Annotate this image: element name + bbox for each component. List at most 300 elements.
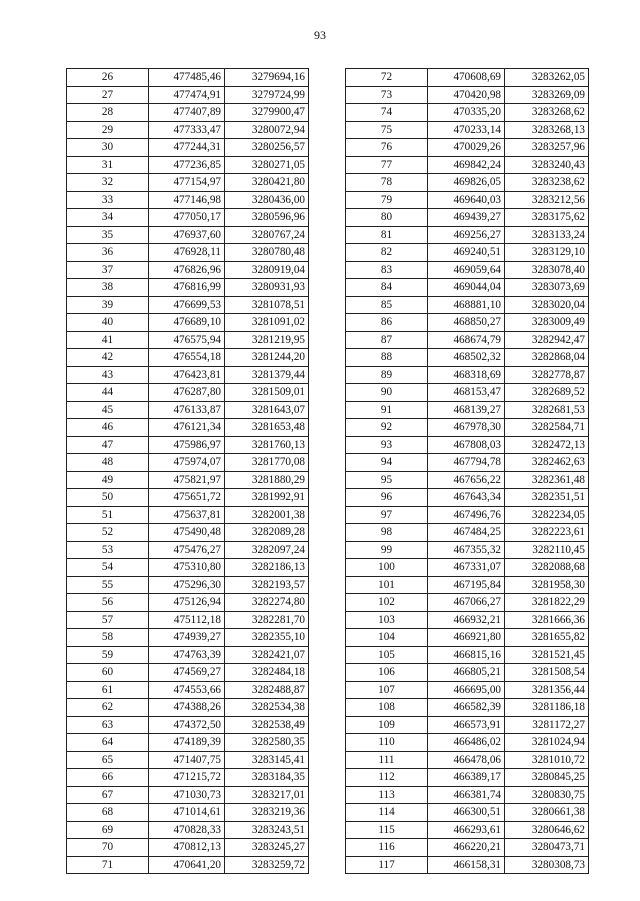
point-number-cell: 110 <box>346 734 428 752</box>
y-coordinate-cell: 3282462,63 <box>505 454 589 472</box>
y-coordinate-cell: 3282868,04 <box>505 349 589 367</box>
table-row <box>67 331 309 349</box>
table-row <box>67 384 309 402</box>
point-number-cell: 103 <box>346 611 428 629</box>
table-row <box>346 611 589 629</box>
table-row <box>67 401 309 419</box>
coordinates-table-left-body <box>67 69 309 874</box>
x-coordinate-cell: 477333,47 <box>149 121 225 139</box>
table-row <box>346 629 589 647</box>
x-coordinate-cell: 466932,21 <box>428 611 505 629</box>
point-number-cell: 38 <box>67 279 149 297</box>
point-number-cell: 76 <box>346 139 428 157</box>
point-number-cell: 80 <box>346 209 428 227</box>
y-coordinate-cell: 3280780,48 <box>225 244 309 262</box>
y-coordinate-cell: 3282186,13 <box>225 559 309 577</box>
y-coordinate-cell: 3282421,07 <box>225 646 309 664</box>
table-row <box>346 156 589 174</box>
y-coordinate-cell: 3279724,99 <box>225 86 309 104</box>
x-coordinate-cell: 466815,16 <box>428 646 505 664</box>
y-coordinate-cell: 3283243,51 <box>225 821 309 839</box>
x-coordinate-cell: 468318,69 <box>428 366 505 384</box>
x-coordinate-cell: 474569,27 <box>149 664 225 682</box>
y-coordinate-cell: 3281655,82 <box>505 629 589 647</box>
y-coordinate-cell: 3282274,80 <box>225 594 309 612</box>
point-number-cell: 116 <box>346 839 428 857</box>
y-coordinate-cell: 3282538,49 <box>225 716 309 734</box>
point-number-cell: 57 <box>67 611 149 629</box>
x-coordinate-cell: 470420,98 <box>428 86 505 104</box>
point-number-cell: 56 <box>67 594 149 612</box>
x-coordinate-cell: 475112,18 <box>149 611 225 629</box>
y-coordinate-cell: 3281024,94 <box>505 734 589 752</box>
table-row <box>346 559 589 577</box>
table-row <box>346 86 589 104</box>
table-row <box>346 804 589 822</box>
x-coordinate-cell: 467484,25 <box>428 524 505 542</box>
table-row <box>67 244 309 262</box>
y-coordinate-cell: 3281958,30 <box>505 576 589 594</box>
table-row <box>67 716 309 734</box>
x-coordinate-cell: 476133,87 <box>149 401 225 419</box>
table-row <box>346 226 589 244</box>
point-number-cell: 115 <box>346 821 428 839</box>
table-row <box>67 209 309 227</box>
y-coordinate-cell: 3283259,72 <box>225 856 309 874</box>
point-number-cell: 66 <box>67 769 149 787</box>
x-coordinate-cell: 469240,51 <box>428 244 505 262</box>
table-row <box>346 506 589 524</box>
table-row <box>67 139 309 157</box>
coordinates-table-right <box>345 68 589 874</box>
y-coordinate-cell: 3280767,24 <box>225 226 309 244</box>
point-number-cell: 99 <box>346 541 428 559</box>
x-coordinate-cell: 467643,34 <box>428 489 505 507</box>
y-coordinate-cell: 3281186,18 <box>505 699 589 717</box>
table-row <box>346 471 589 489</box>
point-number-cell: 72 <box>346 69 428 87</box>
x-coordinate-cell: 468850,27 <box>428 314 505 332</box>
point-number-cell: 54 <box>67 559 149 577</box>
x-coordinate-cell: 466478,06 <box>428 751 505 769</box>
y-coordinate-cell: 3281880,29 <box>225 471 309 489</box>
y-coordinate-cell: 3280646,62 <box>505 821 589 839</box>
x-coordinate-cell: 470233,14 <box>428 121 505 139</box>
table-row <box>346 121 589 139</box>
x-coordinate-cell: 469842,24 <box>428 156 505 174</box>
y-coordinate-cell: 3283269,09 <box>505 86 589 104</box>
point-number-cell: 107 <box>346 681 428 699</box>
x-coordinate-cell: 476287,80 <box>149 384 225 402</box>
y-coordinate-cell: 3280271,05 <box>225 156 309 174</box>
y-coordinate-cell: 3281172,27 <box>505 716 589 734</box>
point-number-cell: 95 <box>346 471 428 489</box>
point-number-cell: 109 <box>346 716 428 734</box>
point-number-cell: 102 <box>346 594 428 612</box>
point-number-cell: 32 <box>67 174 149 192</box>
x-coordinate-cell: 468881,10 <box>428 296 505 314</box>
point-number-cell: 96 <box>346 489 428 507</box>
x-coordinate-cell: 476937,60 <box>149 226 225 244</box>
table-row <box>67 594 309 612</box>
table-row <box>67 489 309 507</box>
point-number-cell: 41 <box>67 331 149 349</box>
y-coordinate-cell: 3282097,24 <box>225 541 309 559</box>
x-coordinate-cell: 477236,85 <box>149 156 225 174</box>
y-coordinate-cell: 3283240,43 <box>505 156 589 174</box>
y-coordinate-cell: 3281379,44 <box>225 366 309 384</box>
y-coordinate-cell: 3280072,94 <box>225 121 309 139</box>
table-row <box>346 699 589 717</box>
y-coordinate-cell: 3282942,47 <box>505 331 589 349</box>
point-number-cell: 39 <box>67 296 149 314</box>
y-coordinate-cell: 3283262,05 <box>505 69 589 87</box>
x-coordinate-cell: 466300,51 <box>428 804 505 822</box>
y-coordinate-cell: 3282088,68 <box>505 559 589 577</box>
x-coordinate-cell: 469826,05 <box>428 174 505 192</box>
table-row <box>67 699 309 717</box>
point-number-cell: 79 <box>346 191 428 209</box>
table-row <box>346 734 589 752</box>
x-coordinate-cell: 475651,72 <box>149 489 225 507</box>
table-row <box>67 629 309 647</box>
x-coordinate-cell: 475310,80 <box>149 559 225 577</box>
point-number-cell: 36 <box>67 244 149 262</box>
x-coordinate-cell: 466695,00 <box>428 681 505 699</box>
table-row <box>67 646 309 664</box>
y-coordinate-cell: 3283009,49 <box>505 314 589 332</box>
y-coordinate-cell: 3281643,07 <box>225 401 309 419</box>
x-coordinate-cell: 475476,27 <box>149 541 225 559</box>
point-number-cell: 64 <box>67 734 149 752</box>
table-row <box>67 226 309 244</box>
x-coordinate-cell: 475296,30 <box>149 576 225 594</box>
x-coordinate-cell: 476121,34 <box>149 419 225 437</box>
table-row <box>67 786 309 804</box>
table-row <box>67 524 309 542</box>
table-row <box>67 436 309 454</box>
y-coordinate-cell: 3282488,87 <box>225 681 309 699</box>
y-coordinate-cell: 3280919,04 <box>225 261 309 279</box>
table-row <box>67 156 309 174</box>
x-coordinate-cell: 467794,78 <box>428 454 505 472</box>
table-row <box>67 681 309 699</box>
point-number-cell: 111 <box>346 751 428 769</box>
x-coordinate-cell: 471014,61 <box>149 804 225 822</box>
point-number-cell: 77 <box>346 156 428 174</box>
y-coordinate-cell: 3280661,38 <box>505 804 589 822</box>
table-row <box>346 384 589 402</box>
y-coordinate-cell: 3281653,48 <box>225 419 309 437</box>
y-coordinate-cell: 3279900,47 <box>225 104 309 122</box>
table-row <box>346 821 589 839</box>
y-coordinate-cell: 3282223,61 <box>505 524 589 542</box>
x-coordinate-cell: 474553,66 <box>149 681 225 699</box>
y-coordinate-cell: 3282580,35 <box>225 734 309 752</box>
y-coordinate-cell: 3282484,18 <box>225 664 309 682</box>
x-coordinate-cell: 476826,96 <box>149 261 225 279</box>
point-number-cell: 81 <box>346 226 428 244</box>
x-coordinate-cell: 475490,48 <box>149 524 225 542</box>
table-row <box>346 244 589 262</box>
table-row <box>346 664 589 682</box>
table-row <box>346 681 589 699</box>
coordinates-table-left <box>66 68 309 874</box>
y-coordinate-cell: 3283175,62 <box>505 209 589 227</box>
page-number: 93 <box>314 28 326 42</box>
x-coordinate-cell: 466381,74 <box>428 786 505 804</box>
x-coordinate-cell: 467808,03 <box>428 436 505 454</box>
point-number-cell: 84 <box>346 279 428 297</box>
x-coordinate-cell: 467355,32 <box>428 541 505 559</box>
x-coordinate-cell: 469044,04 <box>428 279 505 297</box>
point-number-cell: 91 <box>346 401 428 419</box>
table-row <box>67 734 309 752</box>
point-number-cell: 46 <box>67 419 149 437</box>
y-coordinate-cell: 3283145,41 <box>225 751 309 769</box>
table-row <box>67 279 309 297</box>
y-coordinate-cell: 3280596,96 <box>225 209 309 227</box>
y-coordinate-cell: 3281010,72 <box>505 751 589 769</box>
y-coordinate-cell: 3282234,05 <box>505 506 589 524</box>
table-row <box>346 401 589 419</box>
x-coordinate-cell: 467656,22 <box>428 471 505 489</box>
x-coordinate-cell: 468502,32 <box>428 349 505 367</box>
point-number-cell: 67 <box>67 786 149 804</box>
table-row <box>67 611 309 629</box>
table-row <box>67 471 309 489</box>
y-coordinate-cell: 3281666,36 <box>505 611 589 629</box>
table-row <box>346 594 589 612</box>
point-number-cell: 88 <box>346 349 428 367</box>
point-number-cell: 101 <box>346 576 428 594</box>
x-coordinate-cell: 466486,02 <box>428 734 505 752</box>
point-number-cell: 104 <box>346 629 428 647</box>
point-number-cell: 52 <box>67 524 149 542</box>
point-number-cell: 61 <box>67 681 149 699</box>
y-coordinate-cell: 3280308,73 <box>505 856 589 874</box>
x-coordinate-cell: 477146,98 <box>149 191 225 209</box>
table-row <box>67 121 309 139</box>
x-coordinate-cell: 471407,75 <box>149 751 225 769</box>
table-row <box>67 506 309 524</box>
y-coordinate-cell: 3281509,01 <box>225 384 309 402</box>
table-row <box>67 314 309 332</box>
x-coordinate-cell: 467195,84 <box>428 576 505 594</box>
y-coordinate-cell: 3283257,96 <box>505 139 589 157</box>
table-row <box>67 366 309 384</box>
x-coordinate-cell: 468153,47 <box>428 384 505 402</box>
table-row <box>346 839 589 857</box>
point-number-cell: 97 <box>346 506 428 524</box>
x-coordinate-cell: 470608,69 <box>428 69 505 87</box>
table-row <box>346 69 589 87</box>
x-coordinate-cell: 466293,61 <box>428 821 505 839</box>
x-coordinate-cell: 466582,39 <box>428 699 505 717</box>
table-row <box>346 314 589 332</box>
x-coordinate-cell: 471215,72 <box>149 769 225 787</box>
point-number-cell: 85 <box>346 296 428 314</box>
point-number-cell: 27 <box>67 86 149 104</box>
x-coordinate-cell: 476816,99 <box>149 279 225 297</box>
x-coordinate-cell: 467066,27 <box>428 594 505 612</box>
x-coordinate-cell: 477474,91 <box>149 86 225 104</box>
point-number-cell: 43 <box>67 366 149 384</box>
point-number-cell: 113 <box>346 786 428 804</box>
point-number-cell: 60 <box>67 664 149 682</box>
y-coordinate-cell: 3282584,71 <box>505 419 589 437</box>
y-coordinate-cell: 3280436,00 <box>225 191 309 209</box>
table-row <box>346 646 589 664</box>
x-coordinate-cell: 467331,07 <box>428 559 505 577</box>
table-row <box>346 349 589 367</box>
point-number-cell: 28 <box>67 104 149 122</box>
table-row <box>67 559 309 577</box>
x-coordinate-cell: 470029,26 <box>428 139 505 157</box>
x-coordinate-cell: 466805,21 <box>428 664 505 682</box>
point-number-cell: 42 <box>67 349 149 367</box>
point-number-cell: 55 <box>67 576 149 594</box>
table-row <box>67 821 309 839</box>
y-coordinate-cell: 3281078,51 <box>225 296 309 314</box>
point-number-cell: 31 <box>67 156 149 174</box>
x-coordinate-cell: 474388,26 <box>149 699 225 717</box>
table-row <box>346 436 589 454</box>
point-number-cell: 59 <box>67 646 149 664</box>
y-coordinate-cell: 3281521,45 <box>505 646 589 664</box>
y-coordinate-cell: 3280830,75 <box>505 786 589 804</box>
point-number-cell: 47 <box>67 436 149 454</box>
x-coordinate-cell: 476689,10 <box>149 314 225 332</box>
table-row <box>67 541 309 559</box>
point-number-cell: 58 <box>67 629 149 647</box>
point-number-cell: 70 <box>67 839 149 857</box>
point-number-cell: 63 <box>67 716 149 734</box>
x-coordinate-cell: 477244,31 <box>149 139 225 157</box>
table-row <box>346 296 589 314</box>
point-number-cell: 73 <box>346 86 428 104</box>
x-coordinate-cell: 470641,20 <box>149 856 225 874</box>
x-coordinate-cell: 467496,76 <box>428 506 505 524</box>
x-coordinate-cell: 466573,91 <box>428 716 505 734</box>
y-coordinate-cell: 3283212,56 <box>505 191 589 209</box>
table-row <box>67 751 309 769</box>
x-coordinate-cell: 466921,80 <box>428 629 505 647</box>
x-coordinate-cell: 474372,50 <box>149 716 225 734</box>
x-coordinate-cell: 476928,11 <box>149 244 225 262</box>
y-coordinate-cell: 3282778,87 <box>505 366 589 384</box>
x-coordinate-cell: 468139,27 <box>428 401 505 419</box>
y-coordinate-cell: 3283073,69 <box>505 279 589 297</box>
y-coordinate-cell: 3283245,27 <box>225 839 309 857</box>
point-number-cell: 86 <box>346 314 428 332</box>
table-row <box>67 454 309 472</box>
table-row <box>346 489 589 507</box>
point-number-cell: 44 <box>67 384 149 402</box>
table-row <box>346 209 589 227</box>
y-coordinate-cell: 3282534,38 <box>225 699 309 717</box>
table-row <box>67 576 309 594</box>
x-coordinate-cell: 470335,20 <box>428 104 505 122</box>
y-coordinate-cell: 3282001,38 <box>225 506 309 524</box>
point-number-cell: 50 <box>67 489 149 507</box>
x-coordinate-cell: 476554,18 <box>149 349 225 367</box>
x-coordinate-cell: 471030,73 <box>149 786 225 804</box>
y-coordinate-cell: 3283133,24 <box>505 226 589 244</box>
y-coordinate-cell: 3281822,29 <box>505 594 589 612</box>
x-coordinate-cell: 474939,27 <box>149 629 225 647</box>
point-number-cell: 112 <box>346 769 428 787</box>
table-row <box>346 261 589 279</box>
table-row <box>346 541 589 559</box>
table-row <box>346 366 589 384</box>
point-number-cell: 98 <box>346 524 428 542</box>
table-row <box>67 174 309 192</box>
y-coordinate-cell: 3282681,53 <box>505 401 589 419</box>
y-coordinate-cell: 3280845,25 <box>505 769 589 787</box>
point-number-cell: 89 <box>346 366 428 384</box>
table-row <box>346 419 589 437</box>
point-number-cell: 35 <box>67 226 149 244</box>
x-coordinate-cell: 470812,13 <box>149 839 225 857</box>
y-coordinate-cell: 3280256,57 <box>225 139 309 157</box>
point-number-cell: 74 <box>346 104 428 122</box>
y-coordinate-cell: 3281091,02 <box>225 314 309 332</box>
point-number-cell: 114 <box>346 804 428 822</box>
y-coordinate-cell: 3283217,01 <box>225 786 309 804</box>
x-coordinate-cell: 469059,64 <box>428 261 505 279</box>
y-coordinate-cell: 3283268,62 <box>505 104 589 122</box>
table-row <box>67 804 309 822</box>
point-number-cell: 100 <box>346 559 428 577</box>
x-coordinate-cell: 475821,97 <box>149 471 225 489</box>
table-row <box>346 524 589 542</box>
table-row <box>346 716 589 734</box>
point-number-cell: 45 <box>67 401 149 419</box>
y-coordinate-cell: 3282355,10 <box>225 629 309 647</box>
point-number-cell: 49 <box>67 471 149 489</box>
x-coordinate-cell: 469640,03 <box>428 191 505 209</box>
table-row <box>67 839 309 857</box>
table-row <box>67 664 309 682</box>
x-coordinate-cell: 475126,94 <box>149 594 225 612</box>
point-number-cell: 29 <box>67 121 149 139</box>
x-coordinate-cell: 466389,17 <box>428 769 505 787</box>
table-row <box>346 576 589 594</box>
table-row <box>346 191 589 209</box>
x-coordinate-cell: 475986,97 <box>149 436 225 454</box>
x-coordinate-cell: 475974,07 <box>149 454 225 472</box>
y-coordinate-cell: 3281760,13 <box>225 436 309 454</box>
point-number-cell: 106 <box>346 664 428 682</box>
point-number-cell: 33 <box>67 191 149 209</box>
y-coordinate-cell: 3281992,91 <box>225 489 309 507</box>
table-row <box>346 751 589 769</box>
y-coordinate-cell: 3279694,16 <box>225 69 309 87</box>
point-number-cell: 71 <box>67 856 149 874</box>
table-row <box>67 769 309 787</box>
y-coordinate-cell: 3280473,71 <box>505 839 589 857</box>
table-row <box>67 261 309 279</box>
table-row <box>346 769 589 787</box>
x-coordinate-cell: 474763,39 <box>149 646 225 664</box>
x-coordinate-cell: 466158,31 <box>428 856 505 874</box>
y-coordinate-cell: 3283238,62 <box>505 174 589 192</box>
table-row <box>67 191 309 209</box>
y-coordinate-cell: 3282193,57 <box>225 576 309 594</box>
x-coordinate-cell: 476423,81 <box>149 366 225 384</box>
point-number-cell: 92 <box>346 419 428 437</box>
